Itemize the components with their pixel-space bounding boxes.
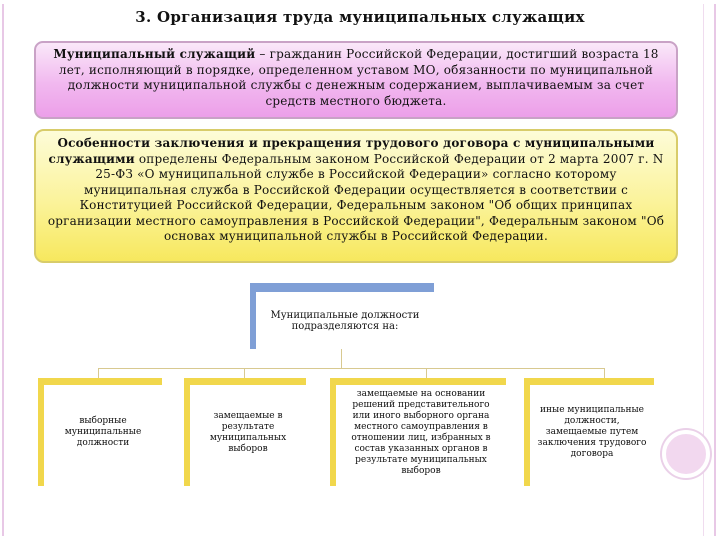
connector-child-2 [244, 368, 245, 378]
connector-root-vertical [341, 349, 342, 368]
slide-title: 3. Организация труда муниципальных служащих [135, 8, 585, 26]
connector-child-1 [98, 368, 99, 378]
features-text: определены Федеральным законом Российской Федерации от 2 марта 2007 г. N 25-ФЗ «О муниципальной службе в Российской Федерации» согласно которому муниципальная служба в Российской Федерации осуществляется в соответствии с Конституцией Российской Федерации, Федеральным законом "Об общих принципах организации местного самоуправления в Российской Федерации", Федеральным законом "Об основах муниципальной службы в Российской Федерации. [47, 151, 665, 243]
connector-horizontal [98, 368, 604, 369]
diagram-root-node [250, 283, 434, 349]
diagram-child-node-3 [330, 378, 506, 486]
diagram-child-node-1 [38, 378, 162, 486]
features-term: Особенности заключения и прекращения трудового договора с муниципальными служащими [48, 136, 655, 166]
connector-child-4 [604, 368, 605, 378]
diagram-child-label-1: выборные муниципальные должности [64, 416, 142, 448]
definition-term: Муниципальный служащий [53, 47, 256, 61]
diagram-root-label: Муниципальные должности подразделяются на: [270, 310, 420, 332]
diagram-child-label-2: замещаемые в результате муниципальных выборов [209, 410, 287, 454]
definition-text: – гражданин Российской Федерации, достигший возраста 18 лет, исполняющий в порядке, определенном уставом МО, обязанности по муниципальной должности муниципальной службы с денежным содержанием, выплачиваемым за счет средств местного бюджета. [58, 47, 659, 108]
decorative-circle [662, 430, 710, 478]
definition-box [34, 41, 678, 119]
diagram-child-label-4: иные муниципальные должности, замещаемые путем заключения трудового договора [537, 405, 647, 459]
left-frame-decoration [2, 4, 10, 536]
diagram-child-label-3: замещаемые на основании решений представительного или иного выборного органа местного самоуправления в отношении лиц, избранных в состав указанных органов в результате муниципальных выборов [351, 388, 491, 476]
connector-child-3 [426, 368, 427, 378]
features-box [34, 129, 678, 263]
diagram-child-node-4 [524, 378, 654, 486]
diagram-child-node-2 [184, 378, 306, 486]
